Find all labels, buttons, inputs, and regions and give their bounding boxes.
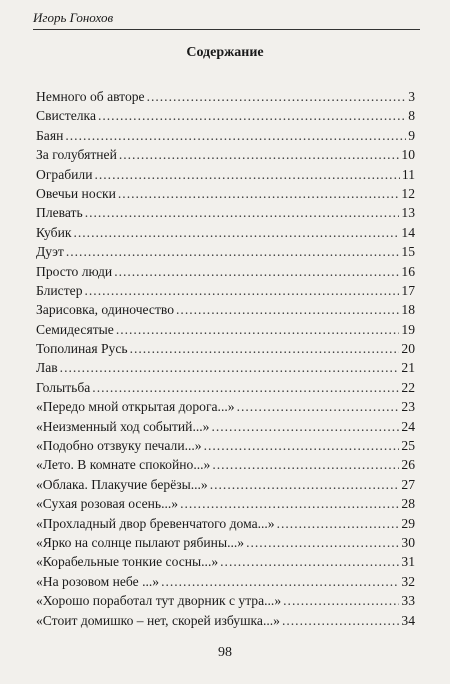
toc-leader-dots (85, 281, 400, 300)
toc-leader-dots (114, 262, 399, 281)
toc-entry-page: 25 (401, 438, 415, 454)
toc-entry (36, 281, 415, 300)
toc-entry-page: 9 (408, 127, 415, 143)
toc-entry-page: 32 (401, 573, 415, 589)
toc-entry-title: «Стоит домишко – нет, скорей избушка...» (36, 612, 280, 628)
toc-entry (36, 475, 415, 494)
toc-entry-page: 8 (408, 108, 415, 124)
toc-entry-title: Ограбили (36, 166, 93, 182)
toc-leader-dots (246, 533, 399, 552)
toc-entry-title: Блистер (36, 282, 83, 298)
toc-entry (36, 126, 415, 145)
toc-entry (36, 106, 415, 125)
toc-entry (36, 591, 415, 610)
toc-entry (36, 242, 415, 261)
toc-entry (36, 262, 415, 281)
toc-entry-page: 11 (401, 166, 415, 182)
toc-leader-dots (130, 339, 400, 358)
toc-leader-dots (237, 397, 400, 416)
header-rule (33, 29, 420, 30)
toc-entry (36, 165, 415, 184)
toc-entry-title: Просто люди (36, 263, 113, 279)
toc-entry-page: 20 (401, 341, 415, 357)
toc-entry (36, 417, 415, 436)
toc-entry-title: Зарисовка, одиночество (36, 302, 175, 318)
toc-entry-title: Лав (36, 360, 58, 376)
toc-entry-title: Семидесятые (36, 321, 114, 337)
toc-entry-page: 10 (401, 147, 415, 163)
toc-entry (36, 533, 415, 552)
toc-entry (36, 397, 415, 416)
toc-entry-title: «Корабельные тонкие сосны...» (36, 554, 219, 570)
toc-entry-title: Кубик (36, 224, 72, 240)
toc-leader-dots (65, 126, 406, 145)
toc-entry-page: 12 (401, 185, 415, 201)
toc-leader-dots (212, 455, 399, 474)
toc-leader-dots (116, 320, 400, 339)
toc-leader-dots (92, 378, 399, 397)
toc-entry-page: 29 (401, 515, 415, 531)
toc-entry (36, 223, 415, 242)
toc-entry-title: «На розовом небе ...» (36, 573, 160, 589)
toc-leader-dots (98, 106, 406, 125)
toc-entry-page: 30 (401, 534, 415, 550)
toc-entry-title: Тополиная Русь (36, 341, 128, 357)
toc-entry-title: «Передо мной открытая дорога...» (36, 399, 235, 415)
toc-leader-dots (220, 552, 399, 571)
toc-leader-dots (73, 223, 399, 242)
toc-entry-page: 33 (401, 593, 415, 609)
toc-entry-title: «Прохладный двор бревенчатого дома...» (36, 515, 275, 531)
toc-entry (36, 339, 415, 358)
toc-entry-title: Баян (36, 127, 64, 143)
toc-entry (36, 378, 415, 397)
toc-leader-dots (180, 494, 399, 513)
toc-entry (36, 145, 415, 164)
toc-leader-dots (85, 203, 400, 222)
toc-leader-dots (204, 436, 400, 455)
toc-entry-page: 28 (401, 496, 415, 512)
toc-entry-title: «Подобно отзвуку печали...» (36, 438, 202, 454)
toc-entry-page: 3 (408, 89, 415, 104)
toc-leader-dots (94, 165, 399, 184)
running-header-author: Игорь Гонохов (33, 10, 114, 25)
toc-entry-page: 26 (401, 457, 415, 473)
toc-entry (36, 300, 415, 319)
toc-entry (36, 572, 415, 591)
toc-entry (36, 514, 415, 533)
toc-entry-page: 17 (401, 282, 415, 298)
toc-entry-title: Голытьба (36, 379, 91, 395)
toc-leader-dots (176, 300, 399, 319)
toc-entry-page: 14 (401, 224, 415, 240)
toc-leader-dots (283, 591, 399, 610)
toc-leader-dots (119, 145, 400, 164)
toc-leader-dots (147, 87, 407, 106)
toc-leader-dots (161, 572, 399, 591)
toc-entry-title: «Лето. В комнате спокойно...» (36, 457, 211, 473)
table-of-contents (36, 87, 415, 630)
toc-entry-title: Плевать (36, 205, 83, 221)
toc-entry (36, 494, 415, 513)
toc-entry-title: Овечьи носки (36, 185, 116, 201)
toc-entry-page: 34 (401, 612, 415, 628)
toc-entry-title: Дуэт (36, 244, 64, 260)
toc-leader-dots (282, 611, 399, 630)
toc-entry-title: «Хорошо поработал тут дворник с утра...» (36, 593, 282, 609)
toc-entry-page: 16 (401, 263, 415, 279)
toc-entry (36, 455, 415, 474)
toc-leader-dots (277, 514, 400, 533)
toc-leader-dots (60, 358, 400, 377)
toc-entry-page: 31 (401, 554, 415, 570)
toc-entry-page: 23 (401, 399, 415, 415)
page-title: Содержание (186, 45, 264, 60)
toc-entry (36, 358, 415, 377)
toc-entry-title: Свистелка (36, 108, 96, 124)
page-number: 98 (218, 645, 232, 660)
toc-entry-page: 15 (401, 244, 415, 260)
toc-entry (36, 87, 415, 106)
toc-entry-title: «Облака. Плакучие берёзы...» (36, 476, 208, 492)
toc-entry-title: За голубятней (36, 147, 117, 163)
toc-entry (36, 552, 415, 571)
toc-leader-dots (118, 184, 400, 203)
toc-entry-title: «Ярко на солнце пылают рябины...» (36, 534, 245, 550)
toc-entry-page: 27 (401, 476, 415, 492)
toc-leader-dots (211, 417, 399, 436)
toc-entry (36, 320, 415, 339)
toc-entry-title: Немного об авторе (36, 89, 145, 104)
toc-entry-page: 18 (401, 302, 415, 318)
toc-entry-page: 21 (401, 360, 415, 376)
toc-entry-title: «Сухая розовая осень...» (36, 496, 179, 512)
toc-entry-page: 22 (401, 379, 415, 395)
toc-entry-page: 19 (401, 321, 415, 337)
toc-entry-page: 13 (401, 205, 415, 221)
toc-entry-page: 24 (401, 418, 415, 434)
toc-entry (36, 436, 415, 455)
toc-entry (36, 203, 415, 222)
toc-leader-dots (66, 242, 400, 261)
toc-entry (36, 184, 415, 203)
toc-entry (36, 611, 415, 630)
toc-entry-title: «Неизменный ход событий...» (36, 418, 210, 434)
toc-leader-dots (210, 475, 400, 494)
